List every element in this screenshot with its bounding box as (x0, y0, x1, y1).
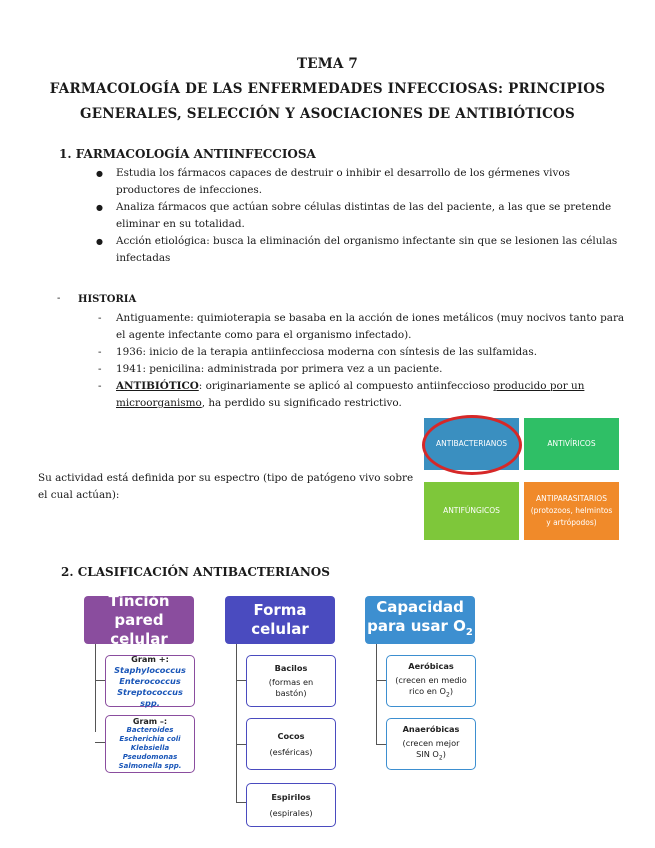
shape-desc: bastón) (275, 688, 307, 698)
connector-line (236, 744, 246, 745)
bullet-text: ● Estudia los fármacos capaces de destruir o inhibir el desarrollo de los gérmenes vivos (116, 167, 570, 179)
col3-header (365, 596, 475, 644)
antibiotico-text: , ha perdido su significado restrictivo. (201, 397, 402, 409)
o2-name: Anaeróbicas (402, 724, 460, 735)
gram-negative-box (105, 715, 195, 773)
gram-neg-title: Gram –: (132, 717, 168, 726)
tile-antiparasitarios (524, 482, 619, 540)
tile-antifungicos: ANTIFÚNGICOS (424, 482, 519, 540)
header-line: Tinción (108, 591, 170, 610)
historia-text: - 1941: penicilina: administrada por primera vez a un paciente. (116, 363, 443, 375)
list-item (116, 361, 626, 378)
o2-desc: ) (442, 749, 446, 760)
section2-heading: 2. CLASIFICACIÓN ANTIBACTERIANOS (61, 565, 330, 579)
list-item (116, 233, 626, 267)
aerobicas-box (386, 655, 476, 707)
connector-line (95, 680, 105, 681)
bullet-text: ● Acción etiológica: busca la eliminación del organismo infectante sin que se lesionen las células (116, 235, 618, 247)
bacilos-box (246, 655, 336, 707)
connector-line (236, 680, 246, 681)
organism: Streptococcus spp. (117, 686, 183, 708)
shape-name: Bacilos (274, 663, 308, 673)
anaerobicas-box (386, 718, 476, 770)
tema-number: TEMA 7 (296, 56, 359, 72)
bullet-text: productores de infecciones. (116, 184, 263, 196)
connector-line (236, 644, 237, 802)
header-line: celular (251, 620, 309, 638)
tile-antiviricos: ANTIVÍRICOS (524, 418, 619, 470)
shape-desc: (formas en (268, 677, 314, 687)
dash-marker: - (57, 293, 61, 304)
historia-text: - 1936: inicio de la terapia antiinfecciosa moderna con síntesis de las sulfamidas. (116, 346, 538, 358)
historia-text: - Antiguamente: quimioterapia se basaba en la acción de iones metálicos (muy nocivos tanto para (116, 312, 625, 324)
tile-line: ANTIPARASITARIOS (536, 494, 607, 503)
connector-line (376, 680, 386, 681)
header-line: para usar O (367, 617, 466, 635)
o2-desc: (crecen mejor (402, 738, 460, 749)
antibiotico-term: ANTIBIÓTICO (116, 380, 199, 392)
bullet-text: infectadas (116, 252, 171, 264)
antibiotico-item (116, 378, 626, 412)
header-line: Forma (253, 601, 307, 619)
historia-list (116, 310, 626, 412)
organism: Salmonella spp. (118, 762, 182, 770)
page-title-line1: FARMACOLOGÍA DE LAS ENFERMEDADES INFECCIOSAS: PRINCIPIOS (49, 81, 606, 97)
actividad-line: Su actividad está definida por su espectro (tipo de patógeno vivo sobre (38, 472, 414, 484)
cocos-box (246, 718, 336, 770)
bullet-text: eliminar en su totalidad. (116, 218, 245, 230)
list-item (116, 344, 626, 361)
section1-heading: 1. FARMACOLOGÍA ANTIINFECCIOSA (59, 147, 316, 161)
list-item (116, 310, 626, 344)
o2-desc: ) (449, 686, 454, 697)
o2-name: Aeróbicas (408, 661, 454, 672)
col2-header (225, 596, 335, 644)
antibiotico-underlined: microorganismo (116, 397, 202, 409)
o2-subscript: 2 (446, 691, 450, 699)
organism: Enterococcus (119, 675, 181, 686)
gram-positive-box (105, 655, 195, 707)
o2-subscript: 2 (438, 754, 443, 762)
historia-text: el agente infectante como para el organismo infectado). (116, 329, 412, 341)
col1-header (84, 591, 194, 648)
actividad-line: el cual actúan): (38, 489, 120, 501)
o2-desc: rico en O (408, 686, 446, 697)
connector-line (376, 744, 386, 745)
connector-line (236, 802, 246, 803)
bullet-text: ● Analiza fármacos que actúan sobre células distintas de las del paciente, a las que se pretende (116, 201, 612, 213)
section1-bullets (116, 165, 626, 267)
organism: Escherichia coli (119, 735, 181, 743)
page-title-line2: GENERALES, SELECCIÓN Y ASOCIACIONES DE ANTIBIÓTICOS (80, 106, 575, 122)
shape-name: Cocos (277, 730, 305, 741)
tile-line: y artrópodos) (546, 518, 597, 527)
shape-desc: (espirales) (269, 807, 313, 818)
actividad-text (38, 470, 418, 504)
tile-line: (protozoos, helmintos (530, 506, 613, 515)
o2-desc: (crecen en medio (395, 675, 467, 686)
shape-name: Espirilos (271, 791, 311, 802)
o2-desc: SIN O (416, 749, 439, 760)
shape-desc: (esféricas) (269, 746, 313, 757)
historia-heading: HISTORIA (78, 294, 137, 305)
organism: Pseudomonas (122, 753, 178, 761)
connector-line (376, 644, 377, 744)
tile-antibacterianos: ANTIBACTERIANOS (424, 418, 519, 470)
header-subscript: 2 (465, 627, 473, 638)
header-line: Capacidad (376, 598, 464, 616)
header-line: pared celular (110, 610, 168, 648)
espirilos-box (246, 783, 336, 827)
highlight-circle (422, 415, 522, 475)
organism: Staphylococcus (114, 664, 186, 675)
antibiotico-text: : originariamente se aplicó al compuesto antiinfeccioso (198, 380, 494, 392)
antibiotico-underlined: producido por un (493, 380, 585, 392)
list-item (116, 165, 626, 199)
organism: Bacteroides (126, 726, 174, 734)
connector-line (95, 742, 105, 743)
connector-line (95, 644, 96, 732)
list-item (116, 199, 626, 233)
organism: Klebsiella (130, 744, 170, 752)
gram-pos-title: Gram +: (131, 653, 169, 664)
